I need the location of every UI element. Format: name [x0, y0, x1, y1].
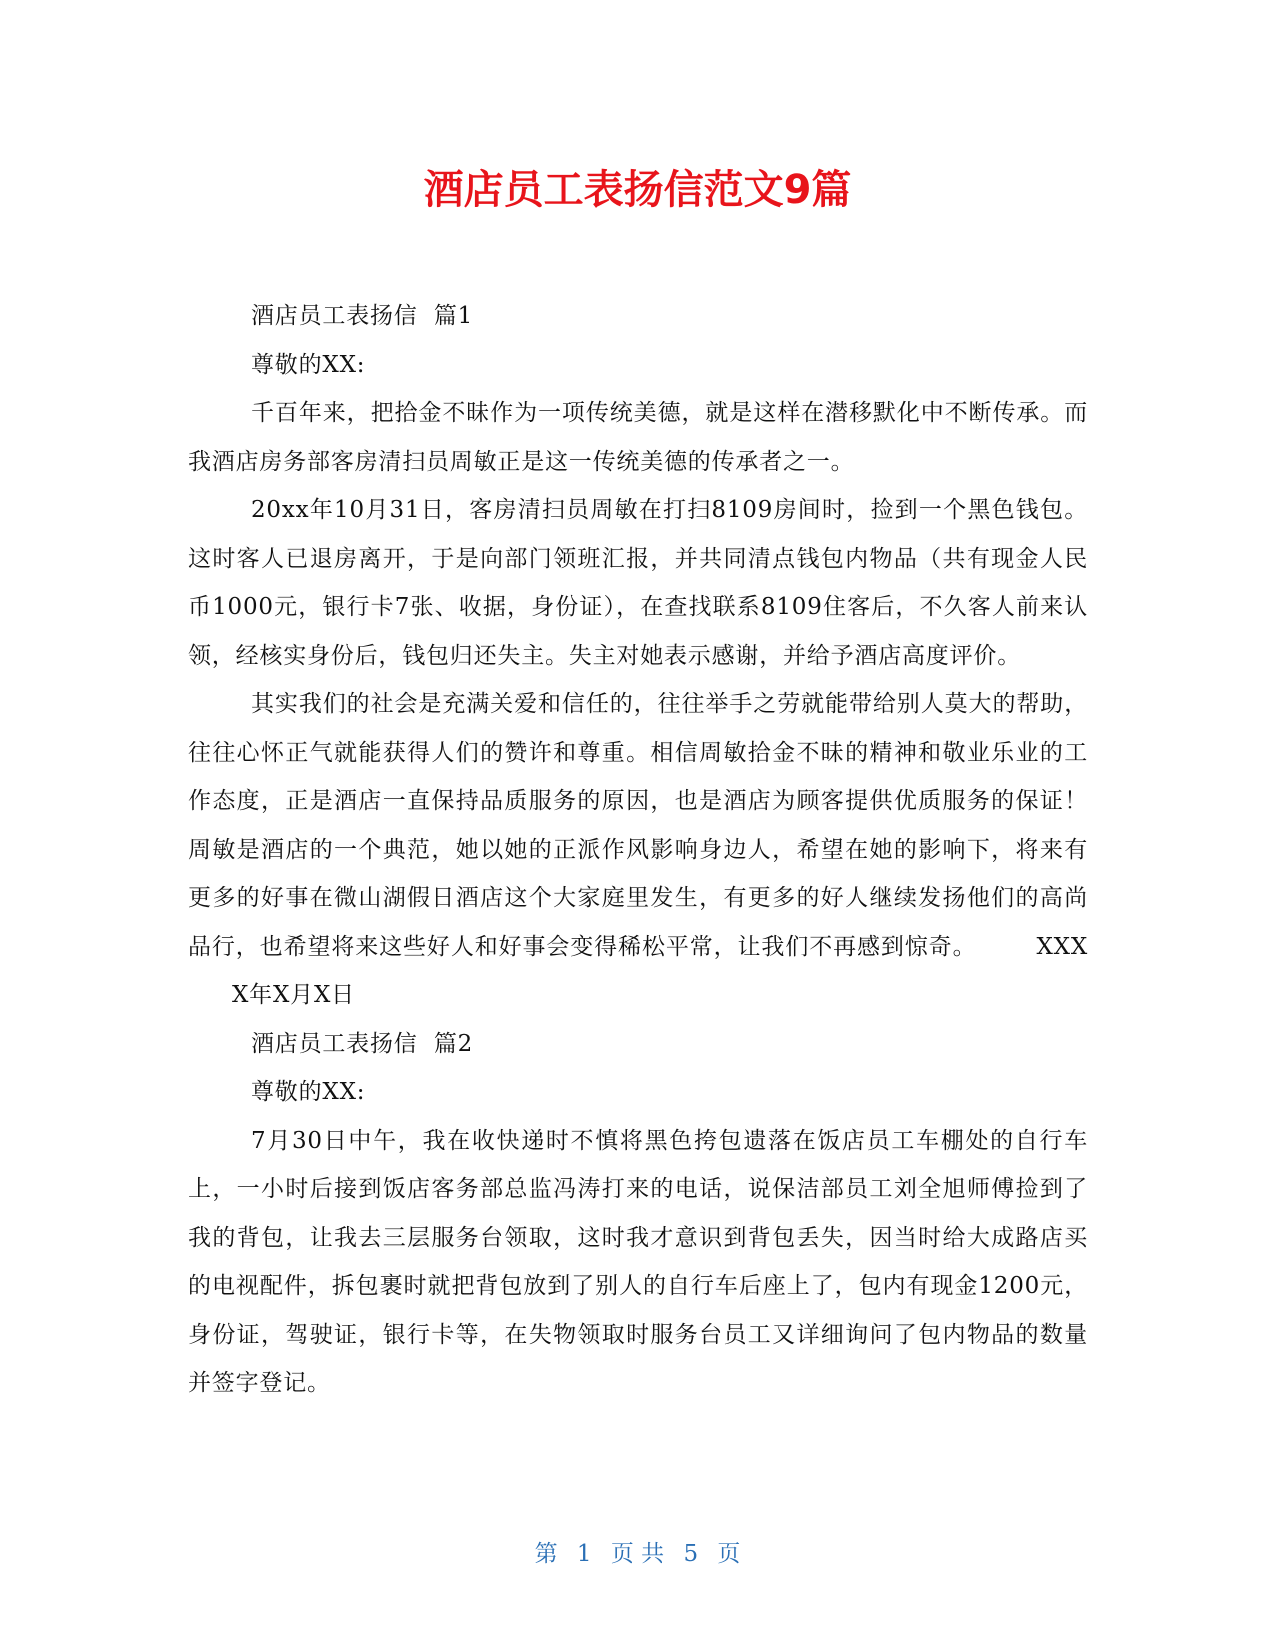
letter-2-heading: 酒店员工表扬信 篇2 [251, 1030, 474, 1057]
letter-1-paragraph-1: 千百年来，把拾金不昧作为一项传统美德，就是这样在潜移默化中不断传承。而我酒店房务部客房清扫员周敏正是这一传统美德的传承者之一。 [188, 400, 1088, 475]
letter-1-signature-date: X年X月X日 [232, 982, 355, 1008]
footer-middle: 页 共 [610, 1541, 665, 1567]
footer-total-pages: 5 [683, 1541, 699, 1567]
letter-1-paragraph-2: 20xx年10月31日，客房清扫员周敏在打扫8109房间时，捡到一个黑色钱包。这时客人已退房离开，于是向部门领班汇报，并共同清点钱包内物品（共有现金人民币1000元，银行卡7张、收据，身份证），在查找联系8109住客后，不久客人前来认领，经核实身份后，钱包归还失主。失主对她表示感谢，并给予酒店高度评价。 [188, 497, 1088, 669]
footer-prefix: 第 [534, 1541, 558, 1567]
document-title: 酒店员工表扬信范文9篇 [423, 167, 852, 213]
page-footer [0, 1538, 1275, 1570]
letter-1-paragraph-3-text: 其实我们的社会是充满关爱和信任的，往往举手之劳就能带给别人莫大的帮助，往往心怀正气就能获得人们的赞许和尊重。相信周敏拾金不昧的精神和敬业乐业的工作态度，正是酒店一直保持品质服务的原因，也是酒店为顾客提供优质服务的保证！周敏是酒店的一个典范，她以她的正派作风影响身边人，希望在她的影响下，将来有更多的好事在微山湖假日酒店这个大家庭里发生，有更多的好人继续发扬他们的高尚品行，也希望将来这些好人和好事会变得稀松平常，让我们不再感到惊奇。 [188, 691, 1088, 960]
letter-2-paragraph-1: 7月30日中午，我在收快递时不慎将黑色挎包遗落在饭店员工车棚处的自行车上，一小时后接到饭店客务部总监冯涛打来的电话，说保洁部员工刘全旭师傅捡到了我的背包，让我去三层服务台领取，这时我才意识到背包丢失，因当时给大成路店买的电视配件，拆包裹时就把背包放到了别人的自行车后座上了，包内有现金1200元，身份证，驾驶证，银行卡等，在失物领取时服务台员工又详细询问了包内物品的数量并签字登记。 [188, 1127, 1088, 1396]
document-body [188, 292, 1088, 1408]
footer-current-page: 1 [576, 1541, 592, 1567]
letter-1-heading: 酒店员工表扬信 篇1 [251, 303, 474, 329]
footer-suffix: 页 [717, 1541, 741, 1567]
letter-1-paragraph-3 [188, 680, 1088, 1020]
letter-1-signature-name: XXX [1036, 933, 1088, 960]
letter-2-salutation: 尊敬的XX: [251, 1079, 366, 1105]
letter-1-salutation: 尊敬的XX: [251, 351, 366, 378]
